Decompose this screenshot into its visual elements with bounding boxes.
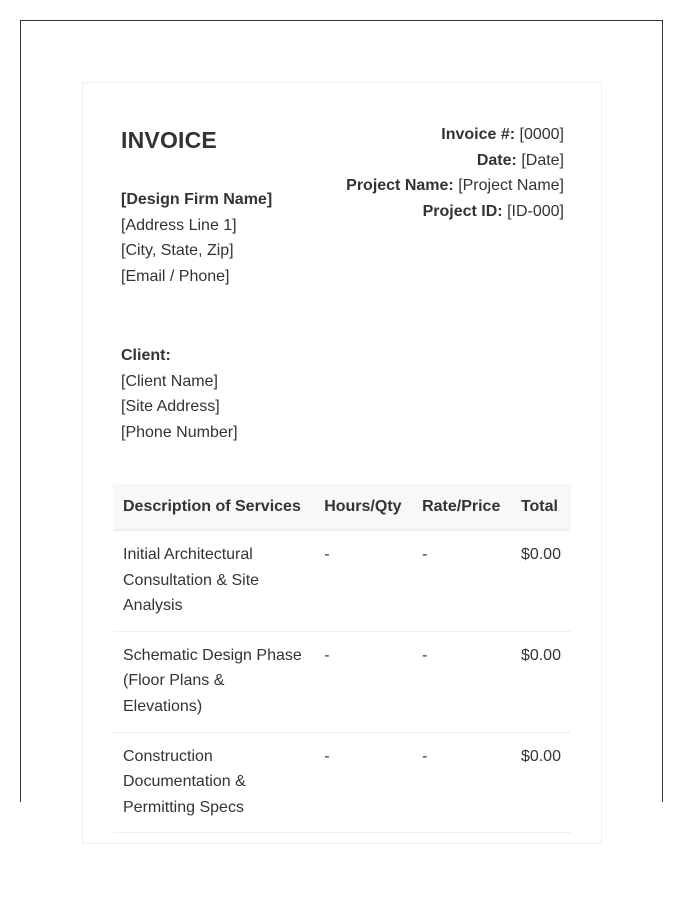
firm-name: [Design Firm Name]: [121, 191, 273, 208]
meta-project-name-label: Project Name:: [346, 177, 454, 195]
client-site-address: [Site Address]: [121, 398, 220, 416]
meta-date-value: [Date]: [521, 151, 564, 169]
client-info: [121, 343, 238, 445]
firm-info: [121, 187, 272, 289]
services-table: [113, 484, 571, 833]
meta-date: [346, 148, 564, 174]
invoice-sheet: [82, 82, 602, 844]
firm-address-line-1: [Address Line 1]: [121, 216, 237, 234]
row-description: Initial Architectural Consultation & Site Analysis: [113, 530, 314, 631]
firm-contact: [Email / Phone]: [121, 267, 230, 285]
page-frame: [20, 20, 663, 816]
meta-project-name-value: [Project Name]: [458, 177, 564, 195]
invoice-meta: [346, 122, 564, 224]
column-header-hours-qty: Hours/Qty: [314, 484, 412, 530]
row-rate-price: -: [412, 530, 511, 631]
table-row: [113, 530, 571, 631]
meta-project-id-value: [ID-000]: [507, 202, 564, 220]
client-name: [Client Name]: [121, 372, 218, 390]
column-header-rate-price: Rate/Price: [412, 484, 511, 530]
meta-project-id: [346, 199, 564, 225]
row-hours-qty: -: [314, 732, 412, 833]
client-heading: Client:: [121, 347, 171, 364]
row-hours-qty: -: [314, 631, 412, 732]
row-hours-qty: -: [314, 530, 412, 631]
row-description: Construction Documentation & Permitting Specs: [113, 732, 314, 833]
table-row: [113, 631, 571, 732]
table-header-row: [113, 484, 571, 530]
meta-invoice-number: [346, 122, 564, 148]
table-row: [113, 732, 571, 833]
row-total: $0.00: [511, 530, 571, 631]
row-rate-price: -: [412, 631, 511, 732]
client-phone: [Phone Number]: [121, 423, 238, 441]
meta-invoice-number-label: Invoice #:: [441, 126, 516, 143]
firm-city-state-zip: [City, State, Zip]: [121, 242, 234, 260]
column-header-description: Description of Services: [113, 484, 314, 530]
meta-date-label: Date:: [476, 151, 517, 169]
row-total: $0.00: [511, 631, 571, 732]
meta-project-id-label: Project ID:: [422, 202, 503, 220]
invoice-title: INVOICE: [121, 127, 217, 153]
meta-project-name: [346, 173, 564, 199]
column-header-total: Total: [511, 484, 571, 530]
row-rate-price: -: [412, 732, 511, 833]
row-total: $0.00: [511, 732, 571, 833]
meta-invoice-number-value: [0000]: [519, 126, 564, 143]
row-description: Schematic Design Phase (Floor Plans & Elevations): [113, 631, 314, 732]
